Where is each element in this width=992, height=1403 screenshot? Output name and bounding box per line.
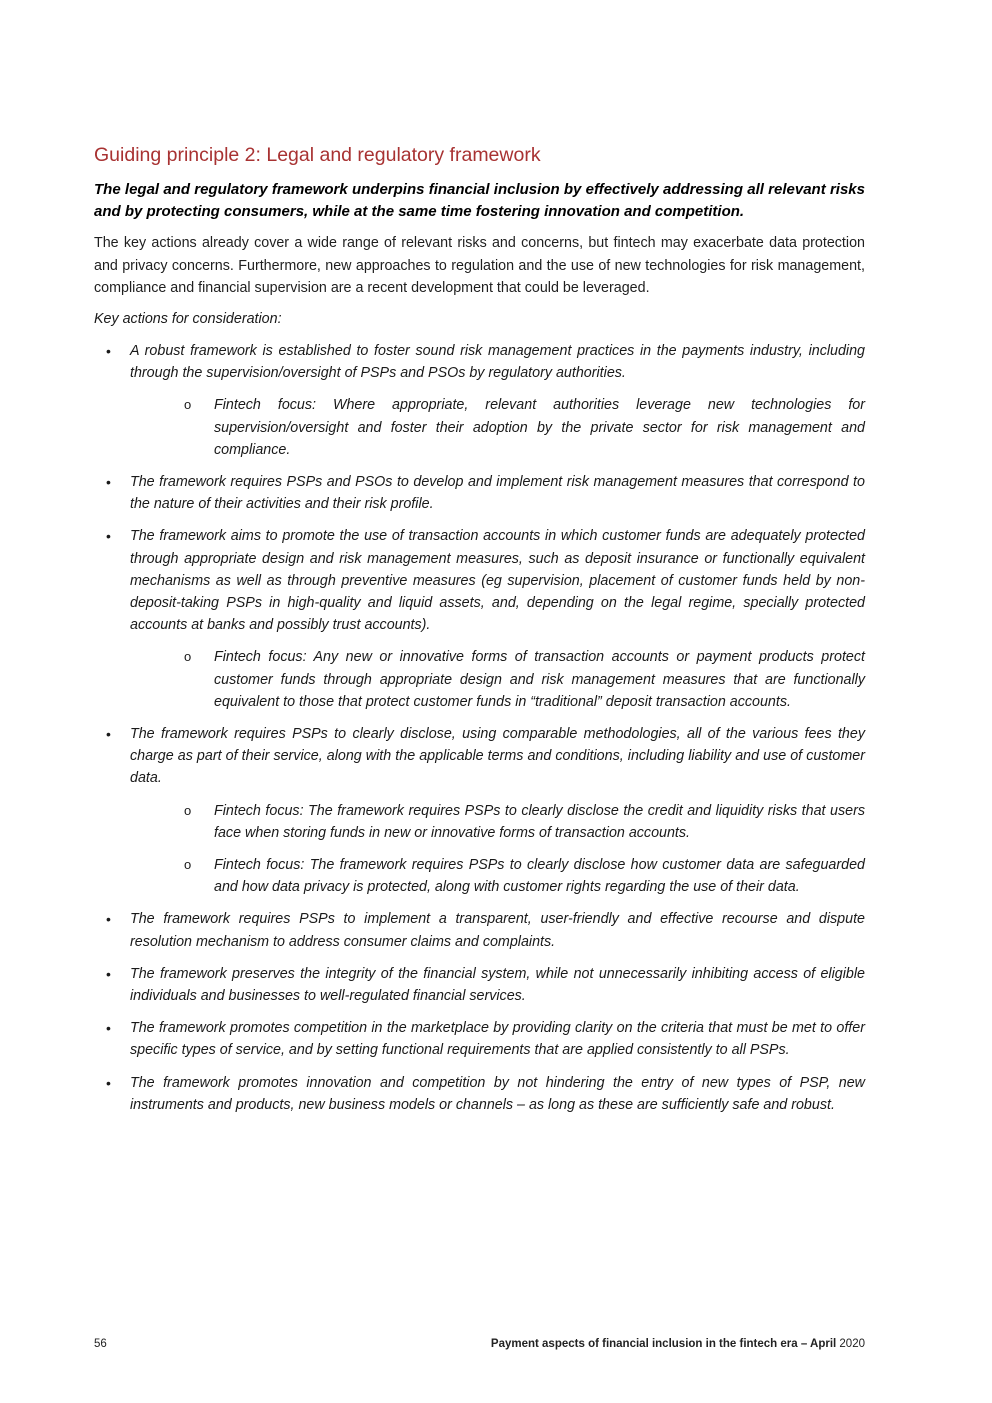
fintech-focus-list — [130, 800, 865, 899]
fintech-focus-item — [130, 800, 865, 844]
footer-document-title — [491, 1338, 865, 1350]
bullet-icon: • — [106, 342, 111, 359]
fintech-focus-text: Fintech focus: Any new or innovative forms of transaction accounts or payment products protect customer funds through appropriate design and risk management measures that are functionally equivalent to those that protect customer funds in “traditional” deposit transaction accounts. — [214, 649, 865, 710]
key-action-item — [94, 1072, 865, 1116]
page-content — [94, 143, 865, 1126]
fintech-focus-item — [130, 394, 865, 461]
bullet-icon: • — [106, 1020, 111, 1037]
fintech-focus-text: Fintech focus: The framework requires PSPs to clearly disclose how customer data are safeguarded and how data privacy is protected, along with customer rights regarding the use of their data. — [214, 857, 865, 896]
bullet-icon: • — [106, 965, 111, 982]
key-action-text: A robust framework is established to foster sound risk management practices in the payments industry, including through the supervision/oversight of PSPs and PSOs by regulatory authorities. — [130, 342, 865, 382]
key-action-item — [94, 340, 865, 461]
fintech-focus-item — [130, 854, 865, 898]
bullet-icon: • — [106, 528, 111, 545]
key-action-text: The framework requires PSPs to implement a transparent, user-friendly and effective recourse and dispute resolution mechanism to address consumer claims and complaints. — [130, 911, 865, 950]
key-actions-list — [94, 340, 865, 1116]
bullet-icon: • — [106, 911, 111, 928]
key-action-text: The framework promotes innovation and competition by not hindering the entry of new types of PSP, new instruments and products, new business models or channels – as long as these are sufficiently safe and robust. — [130, 1074, 865, 1113]
circle-bullet-icon: o — [184, 397, 192, 413]
circle-bullet-icon: o — [184, 649, 192, 665]
section-heading: Guiding principle 2: Legal and regulatory framework — [94, 144, 541, 166]
key-action-item — [94, 963, 865, 1007]
key-action-text: The framework aims to promote the use of transaction accounts in which customer funds are adequately protected through appropriate design and risk management measures, such as deposit insurance or functionally equivalent mechanisms as well as through preventive measures (eg supervision, placement of customer funds held by non-deposit-taking PSPs in high-quality and liquid assets, and, depending on the legal regime, specially protected accounts at banks and possibly trust accounts). — [130, 528, 865, 634]
footer-year: 2020 — [839, 1338, 865, 1350]
fintech-focus-text: Fintech focus: Where appropriate, relevant authorities leverage new technologies for supervision/oversight and foster their adoption by the private sector for risk management and compliance. — [214, 397, 865, 458]
circle-bullet-icon: o — [184, 802, 192, 818]
key-action-text: The framework preserves the integrity of the financial system, while not unnecessarily inhibiting access of eligible individuals and businesses to well-regulated financial services. — [130, 965, 865, 1005]
bullet-icon: • — [106, 473, 111, 490]
key-action-text: The framework promotes competition in the marketplace by providing clarity on the criteria that must be met to offer specific types of service, and by setting functional requirements that are applied consistently to all PSPs. — [130, 1020, 865, 1059]
guiding-principle-statement: The legal and regulatory framework underpins financial inclusion by effectively addressing all relevant risks and by protecting consumers, while at the same time fostering innovation and competition. — [94, 181, 865, 221]
page-number: 56 — [94, 1338, 107, 1350]
key-actions-intro: Key actions for consideration: — [94, 310, 282, 327]
fintech-focus-text: Fintech focus: The framework requires PSPs to clearly disclose the credit and liquidity risks that users face when storing funds in new or innovative forms of transaction accounts. — [214, 802, 865, 841]
bullet-icon: • — [106, 1074, 111, 1091]
bullet-icon: • — [106, 726, 111, 742]
key-action-item — [94, 471, 865, 515]
fintech-focus-list — [130, 646, 865, 713]
body-paragraph: The key actions already cover a wide range of relevant risks and concerns, but fintech may exacerbate data protection and privacy concerns. Furthermore, new approaches to regulation and the use of new technologies for risk management, compliance and financial supervision are a recent development that could be leveraged. — [94, 235, 865, 296]
key-action-text: The framework requires PSPs and PSOs to develop and implement risk management measures that correspond to the nature of their activities and their risk profile. — [130, 473, 865, 513]
key-action-item — [94, 1017, 865, 1061]
key-action-item — [94, 525, 865, 713]
key-action-item — [94, 908, 865, 952]
fintech-focus-item — [130, 646, 865, 713]
key-action-item — [94, 723, 865, 898]
fintech-focus-list — [130, 394, 865, 461]
circle-bullet-icon: o — [184, 857, 192, 873]
key-action-text: The framework requires PSPs to clearly disclose, using comparable methodologies, all of the various fees they charge as part of their service, along with the applicable terms and conditions, including liability and use of customer data. — [130, 726, 865, 787]
footer-title-text: Payment aspects of financial inclusion in the fintech era – April — [490, 1338, 840, 1350]
